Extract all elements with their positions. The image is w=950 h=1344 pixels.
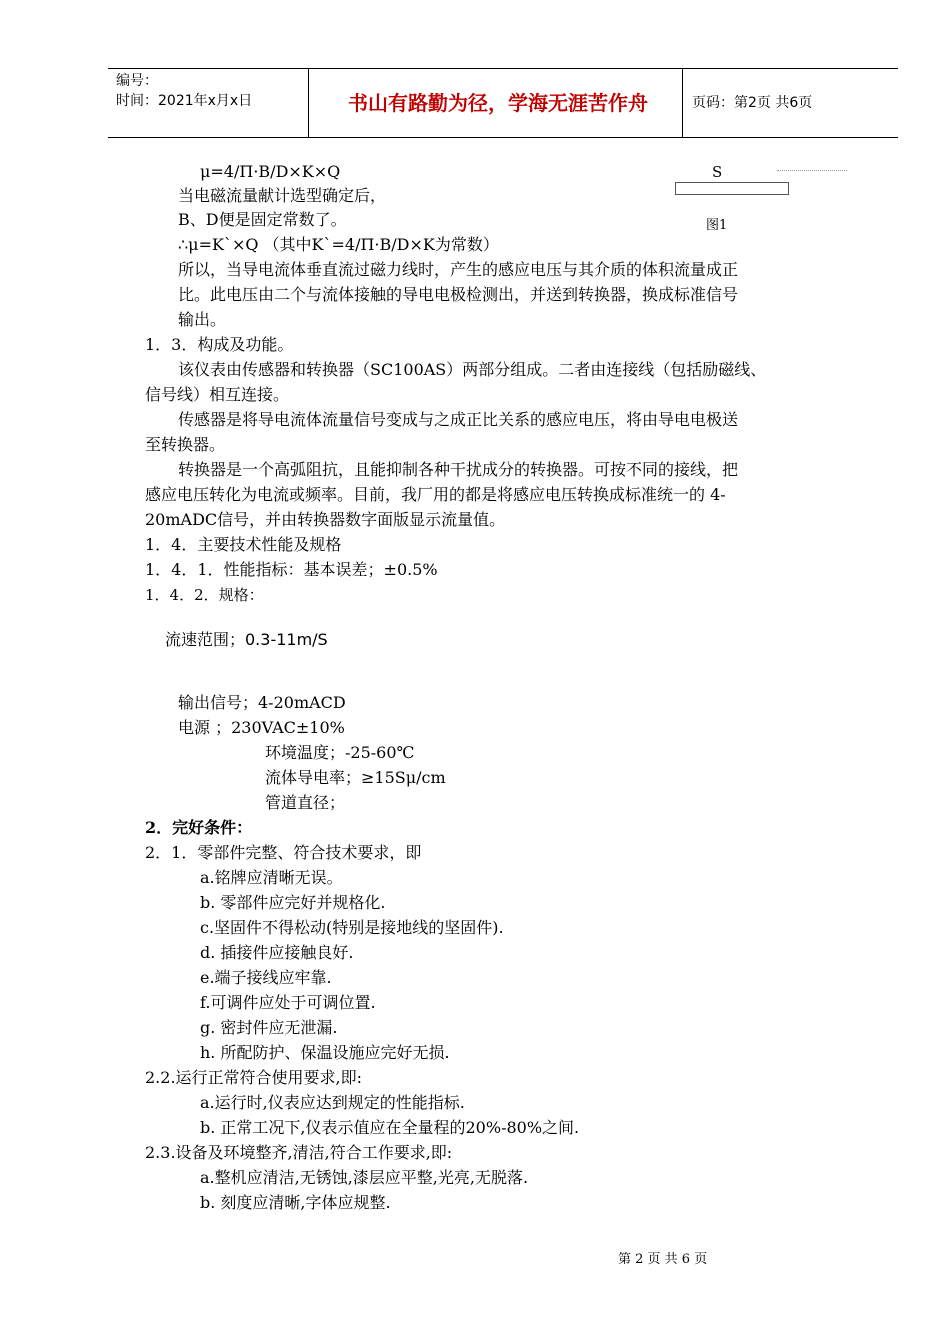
list-item: f.可调件应处于可调位置. xyxy=(200,993,376,1012)
spec-flow-range: 流速范围；0.3-11m/S xyxy=(165,630,328,649)
list-item: b. 零部件应完好并规格化. xyxy=(200,893,386,912)
list-item: b. 正常工况下,仪表示值应在全量程的20%-80%之间. xyxy=(200,1118,580,1137)
list-item: c.坚固件不得松动(特别是接地线的坚固件). xyxy=(200,918,504,937)
subsection-heading: 2．1．零部件完整、符合技术要求，即 xyxy=(145,843,422,862)
page-footer: 第 2 页 共 6 页 xyxy=(618,1252,708,1267)
figure-label-s: S xyxy=(712,163,723,181)
list-item: b. 刻度应清晰,字体应规整. xyxy=(200,1193,391,1212)
spec-output: 输出信号；4-20mACD xyxy=(178,693,346,712)
list-item: a.铭牌应清晰无误。 xyxy=(200,868,343,887)
section-heading: 2．完好条件： xyxy=(145,818,253,837)
list-item: e.端子接线应牢靠. xyxy=(200,968,332,987)
paragraph-line: 信号线）相互连接。 xyxy=(145,385,290,404)
paragraph-line: 至转换器。 xyxy=(145,435,226,454)
list-item: a.整机应清洁,无锈蚀,漆层应平整,光亮,无脱落. xyxy=(200,1168,529,1187)
paragraph-line: 感应电压转化为电流或频率。目前，我厂用的都是将感应电压转换成标准统一的 4- xyxy=(145,485,726,504)
header-motto: 书山有路勤为径，学海无涯苦作舟 xyxy=(348,91,648,115)
paragraph-line: 转换器是一个高弧阻抗，且能抑制各种干扰成分的转换器。可按不同的接线，把 xyxy=(178,460,739,479)
section-heading: 1．4．主要技术性能及规格 xyxy=(145,535,342,554)
subsection-heading: 2.2.运行正常符合使用要求,即: xyxy=(145,1068,363,1087)
list-item: d. 插接件应接触良好. xyxy=(200,943,354,962)
text-line: 当电磁流量献计选型确定后， xyxy=(178,186,387,205)
paragraph-line: 比。此电压由二个与流体接触的导电电极检测出，并送到转换器，换成标准信号 xyxy=(178,285,739,304)
header-page-number: 页码：第2页 共6页 xyxy=(692,95,813,111)
paragraph-line: 该仪表由传感器和转换器（SC100AS）两部分组成。二者由连接线（包括励磁线、 xyxy=(178,360,767,379)
formula-line: ∴μ=K`×Q （其中K`=4/Π·B/D×K为常数） xyxy=(178,235,499,254)
page-header xyxy=(108,68,898,138)
paragraph-line: 输出。 xyxy=(178,310,227,329)
figure-pipe-shape xyxy=(675,182,789,195)
paragraph-line: 所以，当导电流体垂直流过磁力线时，产生的感应电压与其介质的体积流量成正 xyxy=(178,260,739,279)
list-item: h. 所配防护、保温设施应完好无损. xyxy=(200,1043,450,1062)
paragraph-line: 传感器是将导电流体流量信号变成与之成正比关系的感应电压，将由导电电极送 xyxy=(178,410,739,429)
text-line: B、D便是固定常数了。 xyxy=(178,210,347,229)
spec-power: 电源 ；230VAC±10% xyxy=(178,718,345,737)
list-item: g. 密封件应无泄漏. xyxy=(200,1018,338,1037)
header-time: 时间：2021年x月x日 xyxy=(116,93,253,109)
spec-line: 1．4．1．性能指标：基本误差；±0.5% xyxy=(145,560,438,579)
header-meta xyxy=(116,71,252,111)
header-divider xyxy=(308,69,309,137)
subsection-heading: 2.3.设备及环境整齐,清洁,符合工作要求,即: xyxy=(145,1143,453,1162)
header-number: 编号： xyxy=(116,73,158,89)
list-item: a.运行时,仪表应达到规定的性能指标. xyxy=(200,1093,465,1112)
paragraph-line: 20mADC信号，并由转换器数字面版显示流量值。 xyxy=(145,510,506,529)
section-heading: 1．3．构成及功能。 xyxy=(145,335,294,354)
spec-conductivity: 流体导电率；≥15Sμ/cm xyxy=(265,768,446,787)
figure-caption: 图1 xyxy=(706,218,728,233)
figure-dotted-line xyxy=(777,170,847,171)
spec-pipe-diameter: 管道直径； xyxy=(265,793,346,812)
spec-line: 1．4．2．规格： xyxy=(145,586,264,604)
spec-temperature: 环境温度；-25-60℃ xyxy=(265,743,415,762)
formula-line: μ=4/Π·B/D×K×Q xyxy=(200,162,341,181)
